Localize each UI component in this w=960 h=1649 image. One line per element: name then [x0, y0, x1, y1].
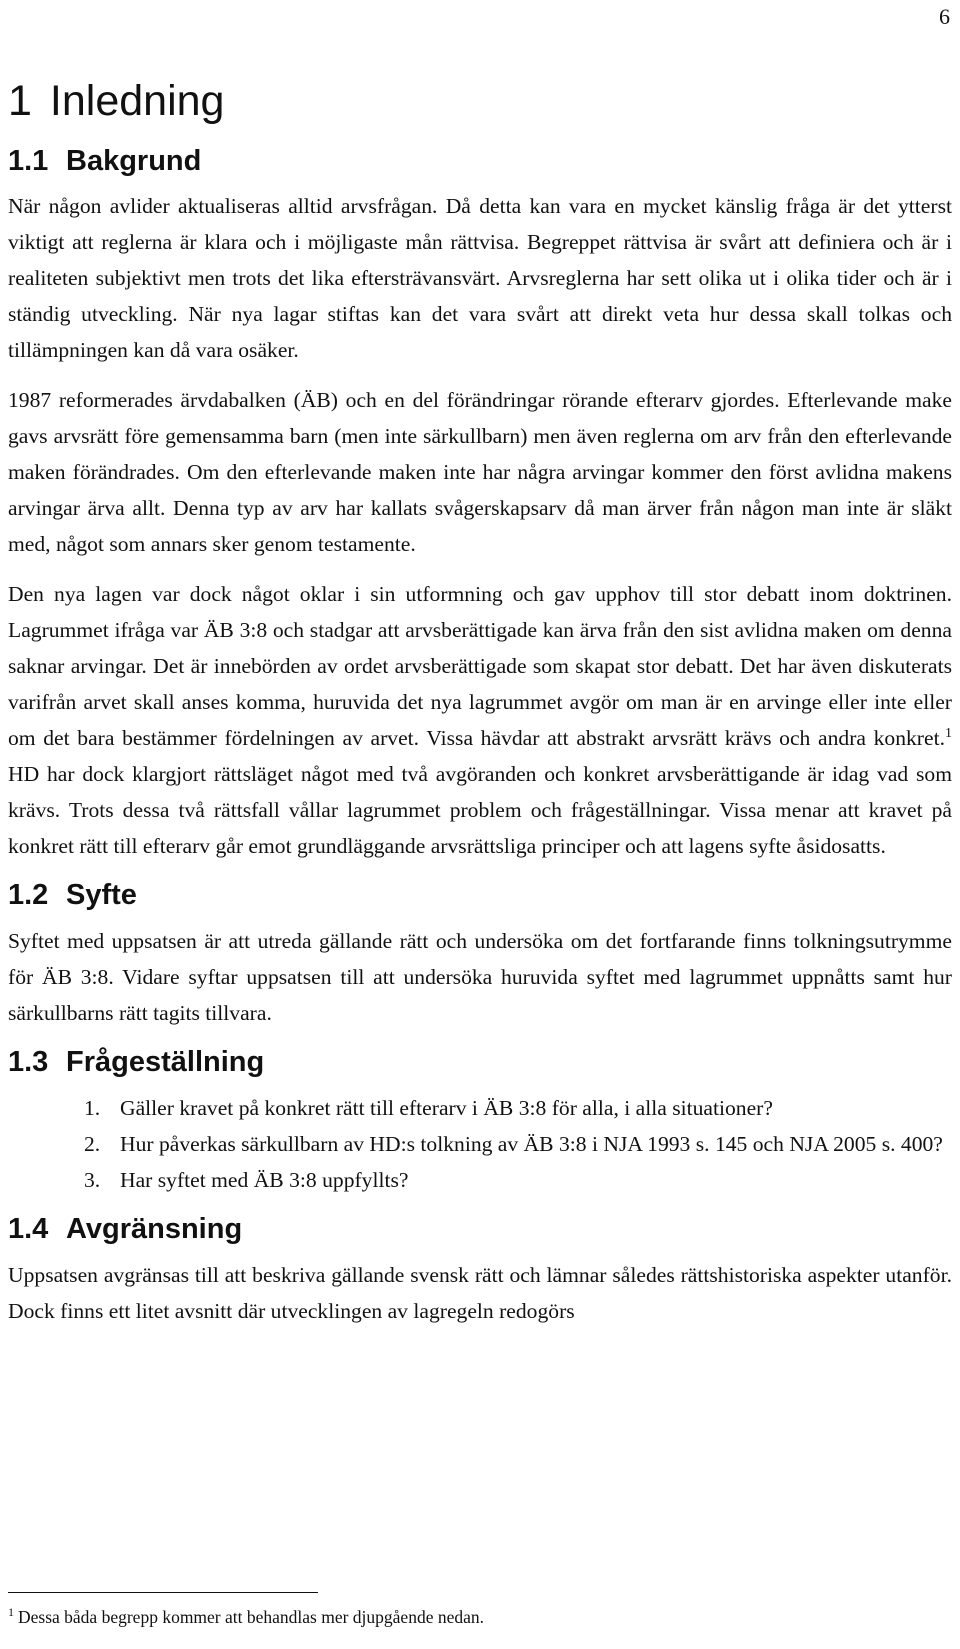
paragraph-text: HD har dock klargjort rättsläget något med två avgöranden och konkret arvsberättigande är idag vad som krävs. Trots dessa två rättsfall vållar lagrummet problem och frågeställningar. Vissa menar att kravet på konkret rätt till efterarv går emot grundläggande arvsrättsliga principer och att lagens syfte åsidosatts. [8, 762, 952, 859]
section-heading-syfte [8, 878, 952, 913]
list-item-text: Har syftet med ÄB 3:8 uppfyllts? [120, 1167, 409, 1192]
paragraph: Syftet med uppsatsen är att utreda gällande rätt och undersöka om det fortfarande finns tolkningsutrymme för ÄB 3:8. Vidare syftar uppsatsen till att undersöka huruvida syftet med lagrummet uppnåtts samt hur särkullbarns rätt tagits tillvara. [8, 929, 952, 1026]
chapter-number: 1 [8, 77, 32, 125]
section-title: Syfte [66, 879, 137, 912]
section-number: 1.3 [8, 1046, 49, 1079]
chapter-heading [8, 76, 952, 128]
footnote-divider [8, 1592, 318, 1593]
list-item-text: Gäller kravet på konkret rätt till efterarv i ÄB 3:8 för alla, i alla situationer? [120, 1095, 773, 1120]
list-item [8, 1126, 952, 1162]
section-title: Avgränsning [66, 1212, 243, 1245]
footnote-text: Dessa båda begrepp kommer att behandlas mer djupgående nedan. [18, 1606, 485, 1627]
section-heading-avgransning [8, 1212, 952, 1247]
footnote-marker: 1 [8, 1605, 14, 1619]
section-number: 1.4 [8, 1212, 49, 1245]
paragraph: Uppsatsen avgränsas till att beskriva gällande svensk rätt och lämnar således rättshistoriska aspekter utanför. Dock finns ett litet avsnitt där utvecklingen av lagregeln redogörs [8, 1262, 952, 1323]
paragraph-with-footnote [8, 576, 952, 864]
footnote [8, 1601, 952, 1628]
list-item-number: 2. [84, 1131, 101, 1156]
chapter-title: Inledning [49, 77, 225, 125]
list-item [8, 1162, 952, 1198]
footnote-area [8, 1592, 952, 1628]
footnote-reference[interactable]: 1 [945, 726, 952, 742]
section-heading-fragestallning [8, 1045, 952, 1080]
question-list [8, 1090, 952, 1198]
section-title: Bakgrund [66, 144, 202, 177]
section-number: 1.1 [8, 144, 49, 177]
page-number: 6 [939, 4, 950, 29]
section-title: Frågeställning [66, 1046, 265, 1079]
paragraph: 1987 reformerades ärvdabalken (ÄB) och en del förändringar rörande efterarv gjordes. Efterlevande make gavs arvsrätt före gemensamma barn (men inte särkullbarn) men även reglerna om arv från den efterlevande maken förändrades. Om den efterlevande maken inte har några arvingar kommer den först avlidna makens arvingar ärva allt. Denna typ av arv har kallats svågerskapsarv då man ärver från någon man inte är släkt med, något som annars sker genom testamente. [8, 388, 952, 557]
paragraph: När någon avlider aktualiseras alltid arvsfrågan. Då detta kan vara en mycket känslig fråga är det ytterst viktigt att reglerna är klara och i möjligaste mån rättvisa. Begreppet rättvisa är svårt att definiera och är i realiteten subjektivt men trots det lika eftersträvansvärt. Arvsreglerna har sett olika ut i olika tider och är i ständig utveckling. När nya lagar stiftas kan det vara svårt att direkt veta hur dessa skall tolkas och tillämpningen kan då vara osäker. [8, 194, 952, 363]
section-number: 1.2 [8, 879, 49, 912]
list-item-number: 3. [84, 1167, 101, 1192]
list-item [8, 1090, 952, 1126]
list-item-number: 1. [84, 1095, 101, 1120]
list-item-text: Hur påverkas särkullbarn av HD:s tolkning av ÄB 3:8 i NJA 1993 s. 145 och NJA 2005 s. 400? [120, 1131, 943, 1156]
section-heading-bakgrund [8, 144, 952, 179]
document-body [8, 76, 952, 1343]
paragraph-text: Den nya lagen var dock något oklar i sin utformning och gav upphov till stor debatt inom doktrinen. Lagrummet ifråga var ÄB 3:8 och stadgar att arvsberättigade kan ärva från den sist avlidna maken om denna saknar arvingar. Det är innebörden av ordet arvsberättigade som skapat stor debatt. Det har även diskuterats varifrån arvet skall anses komma, huruvida det nya lagrummet avgör om man är en arvinge eller inte eller om det bara bestämmer fördelningen av arvet. Vissa hävdar att abstrakt arvsrätt krävs och andra konkret. [8, 582, 952, 751]
